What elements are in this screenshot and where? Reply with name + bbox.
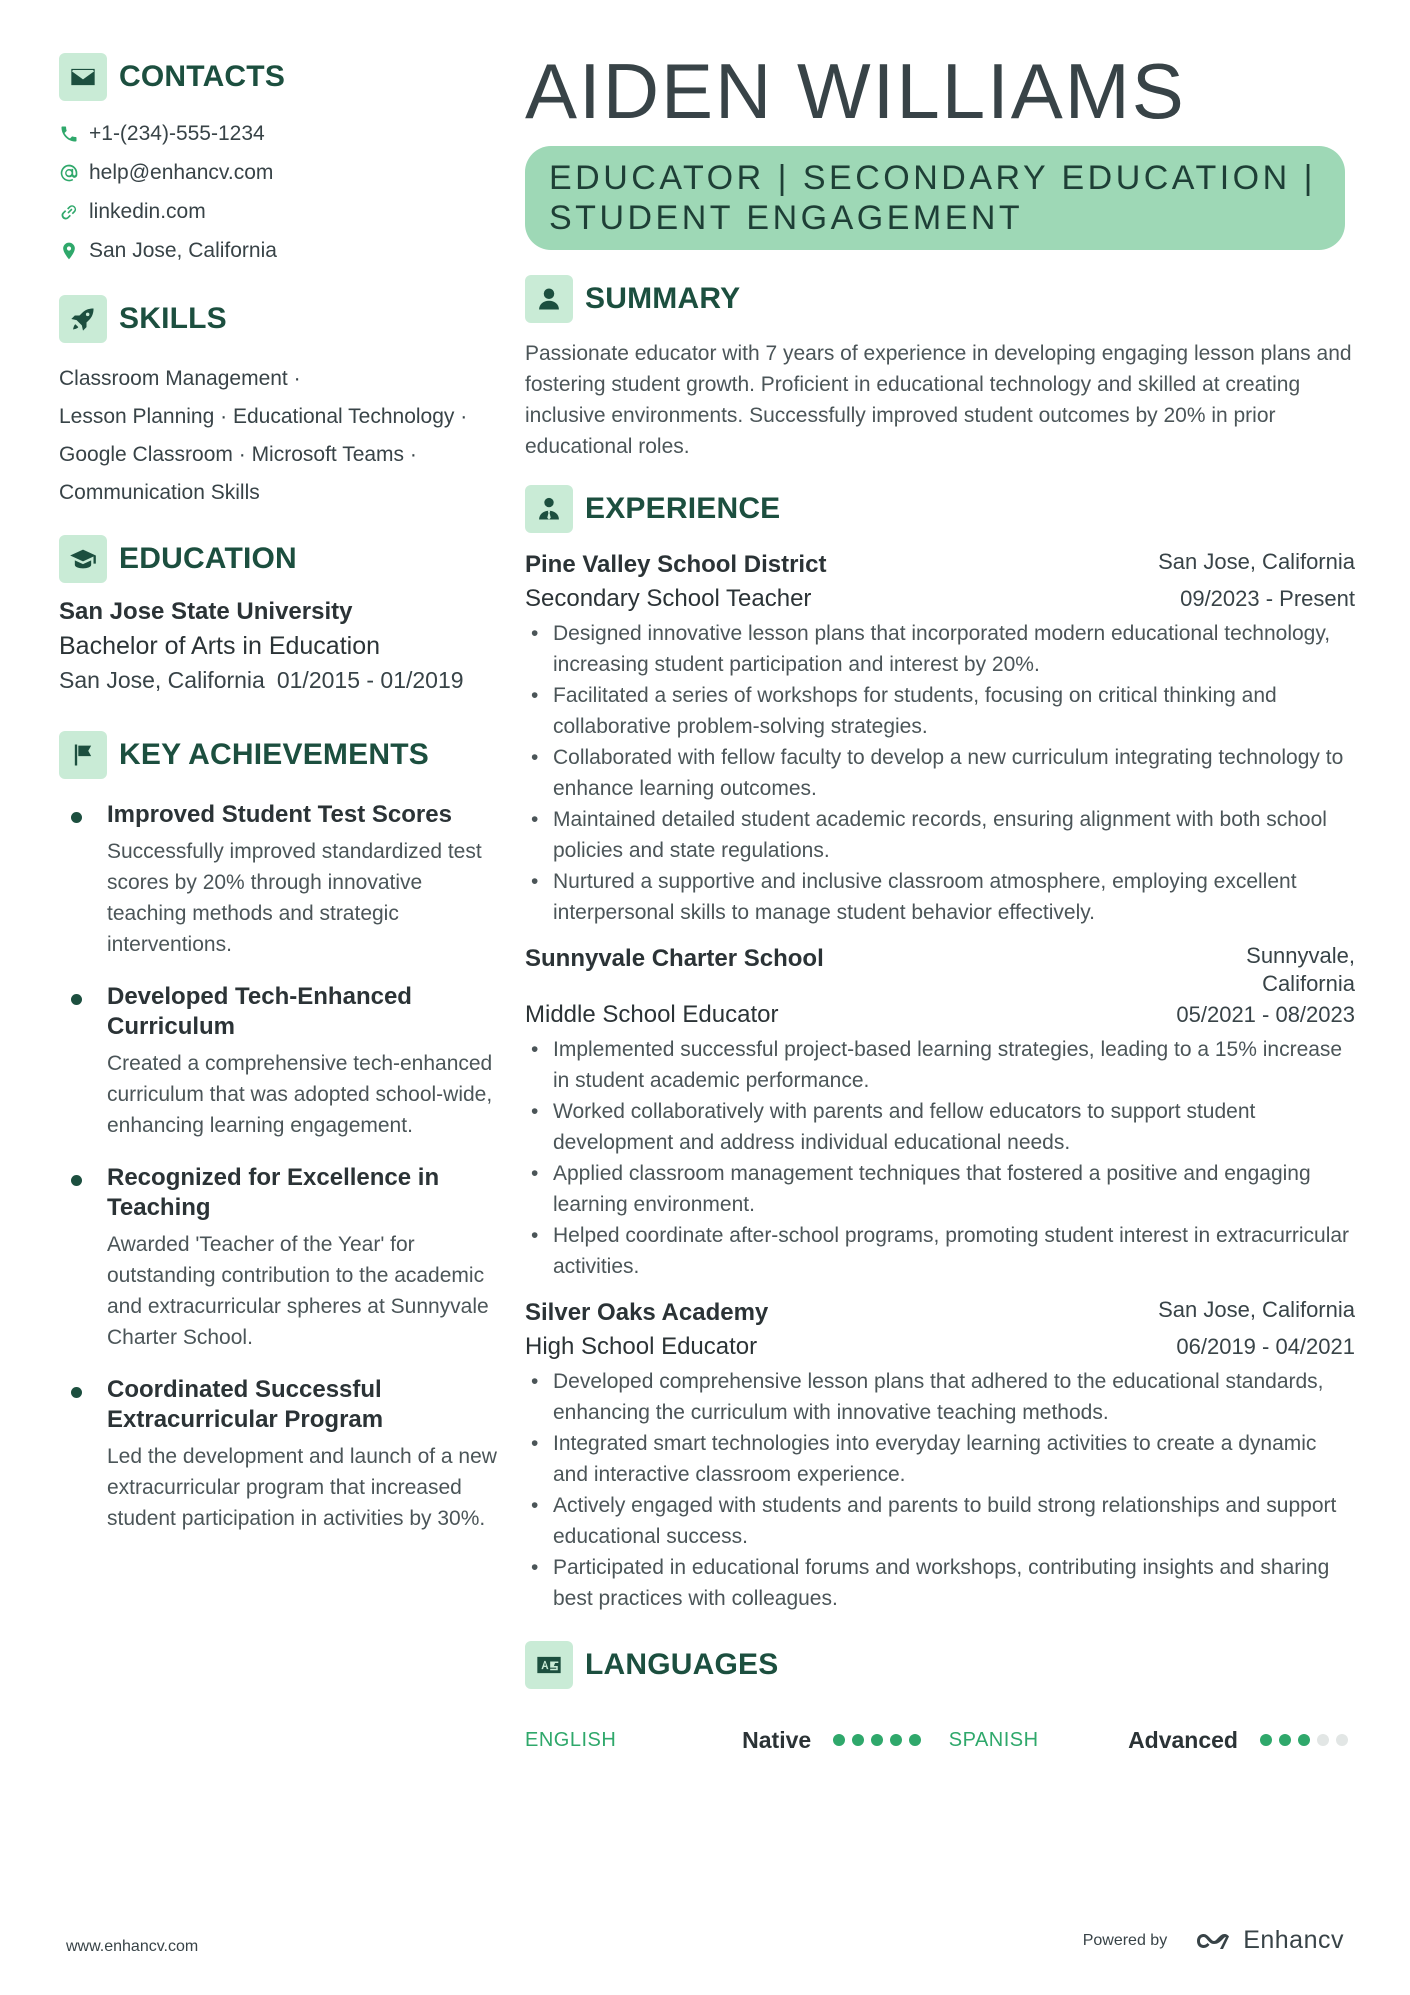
job-location: San Jose, California (1158, 549, 1355, 574)
contact-location (59, 231, 499, 270)
skills-header (59, 294, 499, 344)
location-text: San Jose, California (89, 238, 277, 262)
language-rating-dots (833, 1734, 949, 1746)
job-role-row (525, 1330, 1355, 1364)
rating-dot (890, 1734, 902, 1746)
job-role: Secondary School Teacher (525, 585, 812, 612)
rating-dot (833, 1734, 845, 1746)
job-bullets (525, 618, 1355, 928)
job-location-line: California (1262, 971, 1355, 996)
contact-linkedin[interactable] (59, 192, 499, 231)
language-level: Native (742, 1726, 812, 1753)
job-dates: 06/2019 - 04/2021 (1176, 1334, 1355, 1359)
bullet-dot-icon (71, 1175, 82, 1186)
summary-header (525, 274, 1355, 324)
education-degree: Bachelor of Arts in Education (59, 632, 381, 660)
job-role: Middle School Educator (525, 1001, 779, 1028)
skills-line: Google Classroom · Microsoft Teams · (59, 443, 417, 466)
job-location: San Jose, California (1158, 1297, 1355, 1322)
achievement-title: Improved Student Test Scores (107, 801, 452, 828)
job-bullet: • Nurtured a supportive and inclusive classroom atmosphere, employing excellent interpersonal skills to manage student behavior effectively. (525, 866, 1355, 928)
job-dates: 09/2023 - Present (1180, 586, 1355, 611)
achievement-item (59, 1375, 499, 1534)
language-level: Advanced (1128, 1726, 1238, 1753)
rating-dot (871, 1734, 883, 1746)
enhancv-logo-icon (1193, 1929, 1235, 1953)
achievement-title: Recognized for Excellence in Teaching (107, 1164, 440, 1221)
right-column (525, 46, 1355, 1760)
experience-title: EXPERIENCE (585, 492, 781, 525)
achievements-header (59, 730, 499, 780)
map-pin-icon (59, 241, 79, 261)
skills-line: Lesson Planning · Educational Technology · (59, 405, 468, 428)
candidate-title-box (525, 146, 1345, 250)
job-bullet: • Maintained detailed student academic records, ensuring alignment with both school policies and state regulations. (525, 804, 1355, 866)
brand-name: Enhancv (1243, 1926, 1344, 1954)
job-bullet: • Participated in educational forums and workshops, contributing insights and sharing best practices with colleagues. (525, 1552, 1355, 1614)
rocket-icon (59, 295, 107, 343)
achievement-desc: Successfully improved standardized test scores by 20% through innovative teaching methods and strategic interventions. (107, 840, 482, 956)
contact-phone[interactable] (59, 114, 499, 153)
job-header-row (525, 548, 1355, 582)
job-bullet: • Applied classroom management techniques that fostered a positive and engaging learning environment. (525, 1158, 1355, 1220)
job-bullets (525, 1366, 1355, 1614)
education-school: San Jose State University (59, 598, 353, 625)
powered-by-text: Powered by (1082, 1931, 1168, 1949)
education-meta (59, 667, 499, 694)
job-bullets (525, 1034, 1355, 1282)
job-entry (525, 1296, 1355, 1614)
footer-branding (1083, 1926, 1344, 1955)
skills-list (59, 360, 499, 512)
job-bullet: • Implemented successful project-based learning strategies, leading to a 15% increase in student academic performance. (525, 1034, 1355, 1096)
skills-line: Classroom Management · (59, 367, 301, 390)
job-company: Pine Valley School District (525, 551, 827, 578)
footer-website[interactable]: www.enhancv.com (66, 1938, 199, 1955)
job-header-row (525, 942, 1355, 998)
job-role-row (525, 998, 1355, 1032)
contacts-title: CONTACTS (119, 60, 286, 93)
achievement-title: Coordinated Successful Extracurricular Program (107, 1376, 384, 1433)
link-icon (59, 202, 79, 222)
bullet-dot-icon (71, 994, 82, 1005)
summary-title: SUMMARY (585, 282, 741, 315)
job-bullet: • Actively engaged with students and parents to build strong relationships and support educational success. (525, 1490, 1355, 1552)
achievements-title: KEY ACHIEVEMENTS (119, 738, 429, 771)
job-entry (525, 548, 1355, 928)
contacts-header (59, 52, 499, 102)
contact-email[interactable] (59, 153, 499, 192)
skills-line: Communication Skills (59, 481, 260, 504)
candidate-name: AIDEN WILLIAMS (525, 47, 1186, 135)
rating-dot (909, 1734, 921, 1746)
translate-icon (525, 1641, 573, 1689)
achievement-item (59, 1163, 499, 1353)
achievement-desc: Created a comprehensive tech-enhanced curriculum that was adopted school-wide, enhancing learning engagement. (107, 1052, 493, 1137)
briefcase-user-icon (525, 485, 573, 533)
summary-text: Passionate educator with 7 years of experience in developing engaging lesson plans and fostering student growth. Proficient in educational technology and skilled at creating inclusive environments. Successfully improved student outcomes by 20% in prior educational roles. (525, 342, 1352, 458)
phone-text: +1-(234)-555-1234 (89, 121, 265, 145)
achievement-desc: Led the development and launch of a new extracurricular program that increased student participation in activities by 30%. (107, 1445, 497, 1530)
bullet-dot-icon (71, 812, 82, 823)
flag-icon (59, 731, 107, 779)
language-rating-dots (1260, 1734, 1355, 1746)
education-location: San Jose, California (59, 667, 265, 693)
job-role-row (525, 582, 1355, 616)
rating-dot (1298, 1734, 1310, 1746)
email-text: help@enhancv.com (89, 160, 274, 184)
languages-title: LANGUAGES (585, 1648, 779, 1681)
achievements-list (59, 800, 499, 1534)
language-name: ENGLISH (525, 1728, 617, 1751)
job-bullet: • Integrated smart technologies into everyday learning activities to create a dynamic and interactive classroom experience. (525, 1428, 1355, 1490)
job-dates: 05/2021 - 08/2023 (1176, 1002, 1355, 1027)
experience-header (525, 484, 1355, 534)
job-location-line: Sunnyvale, (1246, 943, 1355, 968)
rating-dot (1317, 1734, 1329, 1746)
job-bullet: • Collaborated with fellow faculty to develop a new curriculum integrating technology to enhance learning outcomes. (525, 742, 1355, 804)
rating-dot (1279, 1734, 1291, 1746)
job-location (1246, 942, 1355, 998)
education-dates: 01/2015 - 01/2019 (276, 667, 464, 693)
job-bullet: • Facilitated a series of workshops for students, focusing on critical thinking and collaborative problem-solving strategies. (525, 680, 1355, 742)
bullet-dot-icon (71, 1387, 82, 1398)
achievement-desc: Awarded 'Teacher of the Year' for outstanding contribution to the academic and extracurricular spheres at Sunnyvale Charter School. (107, 1233, 489, 1349)
job-role: High School Educator (525, 1333, 758, 1360)
contacts-list (59, 114, 499, 270)
job-entry (525, 942, 1355, 1282)
candidate-title-line: EDUCATOR | SECONDARY EDUCATION | (549, 159, 1316, 197)
linkedin-text: linkedin.com (89, 199, 206, 223)
job-bullet: • Helped coordinate after-school programs, promoting student interest in extracurricular activities. (525, 1220, 1355, 1282)
job-company: Sunnyvale Charter School (525, 945, 824, 972)
rating-dot (1260, 1734, 1272, 1746)
phone-icon (59, 124, 79, 144)
rating-dot (1336, 1734, 1348, 1746)
languages-row (525, 1720, 1355, 1760)
job-bullet: • Designed innovative lesson plans that incorporated modern educational technology, increasing student participation and interest by 20%. (525, 618, 1355, 680)
graduation-cap-icon (59, 535, 107, 583)
education-title: EDUCATION (119, 542, 297, 575)
achievement-item (59, 800, 499, 960)
job-bullet: • Developed comprehensive lesson plans that adhered to the educational standards, enhancing the curriculum with innovative teaching methods. (525, 1366, 1355, 1428)
language-name: SPANISH (948, 1728, 1039, 1751)
languages-header (525, 1640, 1355, 1690)
rating-dot (852, 1734, 864, 1746)
at-icon (59, 163, 79, 183)
user-icon (525, 275, 573, 323)
job-company: Silver Oaks Academy (525, 1299, 769, 1326)
achievement-title: Developed Tech-Enhanced Curriculum (107, 983, 412, 1040)
left-column (59, 52, 499, 1556)
candidate-title-line: STUDENT ENGAGEMENT (549, 199, 1024, 237)
education-header (59, 534, 499, 584)
envelope-icon (59, 53, 107, 101)
job-header-row (525, 1296, 1355, 1330)
achievement-item (59, 982, 499, 1141)
skills-title: SKILLS (119, 302, 227, 335)
job-bullet: • Worked collaboratively with parents and fellow educators to support student development and address individual educational needs. (525, 1096, 1355, 1158)
